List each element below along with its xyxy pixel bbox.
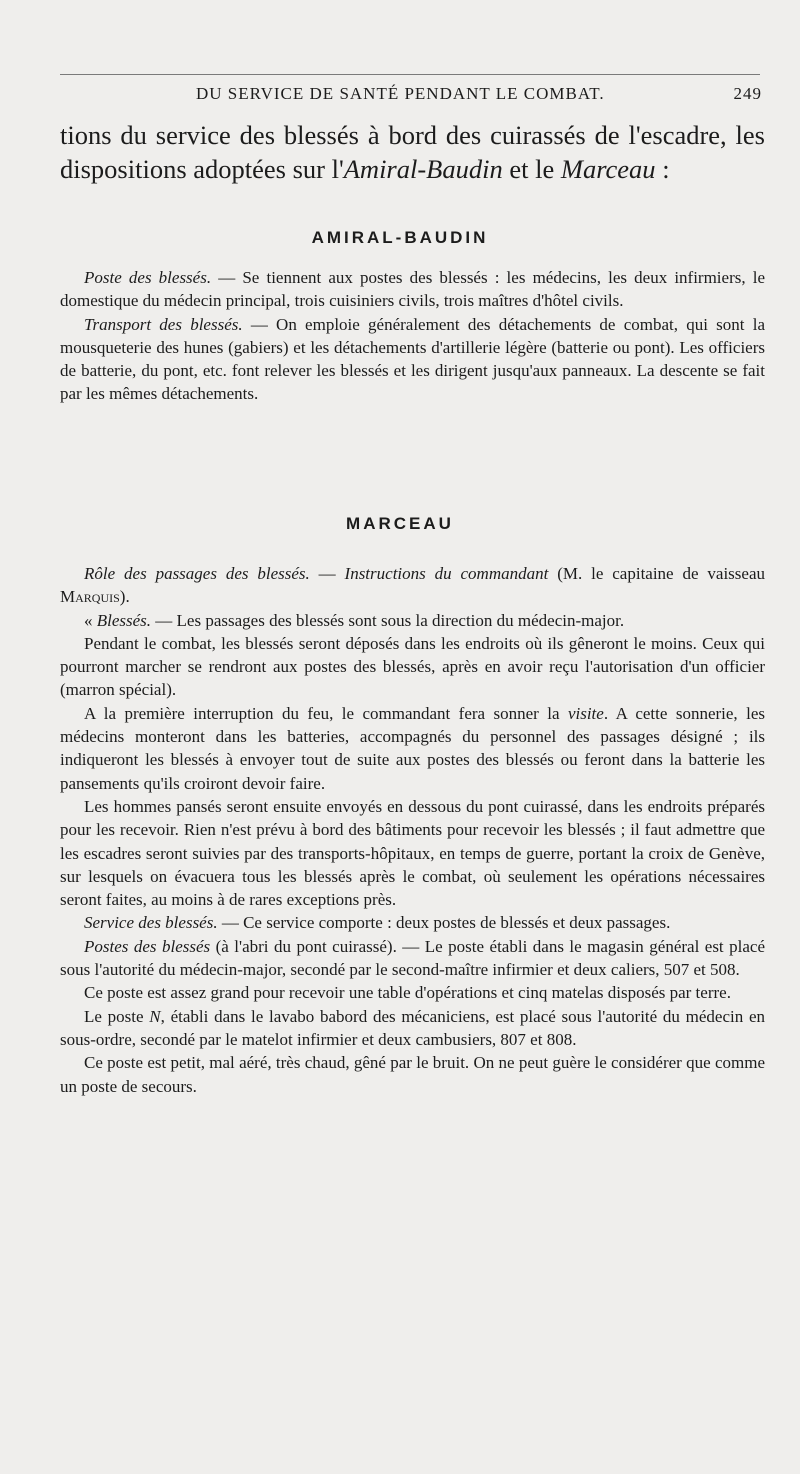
section-amiral-baudin [60,266,765,406]
intro-paragraph [60,118,765,186]
paragraph [60,266,765,313]
paragraph-text: Pendant le combat, les blessés seront déposés dans les endroits où ils gêneront le moins. Ceux qui pourront marcher se rendront aux postes des blessés, après en avoir reçu l'autorisation d'un officier (marron spécial). [60,633,765,700]
paragraph [60,981,765,1004]
paragraph-text: , établi dans le lavabo babord des mécaniciens, est placé sous l'autorité du médecin en sous-ordre, secondé par le matelot infirmier et deux cambusiers, 807 et 808. [60,1006,765,1049]
paragraph-text: — On emploie généralement des détachements de combat, qui sont la mousqueterie des hunes (gabiers) et les détachements d'artillerie légère (batterie ou pont). Les officiers de batterie, du pont, etc. font relever les blessés et les dirigent jusqu'aux panneaux. La descente se fait par les mêmes détachements. [60,314,765,404]
section-marceau [60,562,765,1098]
paragraph-text: A la première interruption du feu, le commandant fera sonner la [84,703,568,723]
section-heading: MARCEAU [346,514,454,533]
intro-text: et le [502,154,561,184]
paragraph-label: Postes des blessés [84,936,211,956]
paragraph-text: (M. le capitaine de vaisseau [548,564,765,583]
intro-text: tions du service des blessés à bord des cuirassés de l'escadre, les dispositions adoptées sur l' [60,120,765,184]
paragraph [60,609,765,632]
paragraph-text: — Se tiennent aux postes des blessés : les médecins, les deux infirmiers, le domestique du médecin principal, trois cuisiniers civils, trois maîtres d'hôtel civils. [60,268,765,311]
paragraph [60,1051,765,1098]
paragraph [60,911,765,934]
paragraph-text: Ce poste est assez grand pour recevoir une table d'opérations et cinq matelas disposés par terre. [84,983,731,1003]
paragraph-text: (à l'abri du pont cuirassé). — Le poste établi dans le magasin général est placé sous l'autorité du médecin-major, secondé par le second-maître infirmier et deux caliers, 507 et 508. [60,936,765,980]
paragraph [60,562,765,609]
paragraph [60,795,765,911]
paragraph-text: — Les passages des blessés sont sous la direction du médecin-major. [151,610,625,630]
ship-name: Amiral-Baudin [343,154,503,184]
paragraph [60,1005,765,1052]
person-name: Marquis [60,587,120,607]
paragraph [60,632,765,702]
quote-mark: « [84,610,97,630]
paragraph-text: Le poste [84,1006,150,1026]
intro-text: : [655,154,670,184]
header-rule [60,74,760,75]
paragraph-label: Poste des blessés. [84,268,212,287]
running-head [196,84,762,104]
running-title: DU SERVICE DE SANTÉ PENDANT LE COMBAT. [196,84,605,103]
paragraph [60,935,765,982]
paragraph-label: visite [567,703,604,723]
paragraph [60,313,765,406]
paragraph-text: ). [119,587,130,607]
page-number: 249 [733,84,762,103]
paragraph-label: Instructions du commandant [344,564,549,583]
paragraph [60,702,765,795]
paragraph-label: Blessés. [96,610,152,630]
paragraph-label: Service des blessés. [84,913,218,933]
paragraph-text: . A cette sonnerie, les médecins monteront dans les batteries, accompagnés du personnel des passages désigné ; ils indiqueront les blessés à envoyer tout de suite aux postes des blessés ou feront dans la batterie les pansements qu'ils croiront devoir faire. [60,703,765,793]
paragraph-text: — Ce service comporte : deux postes de blessés et deux passages. [217,913,671,933]
ship-name: Marceau [560,154,656,184]
paragraph-text: Ce poste est petit, mal aéré, très chaud, gêné par le bruit. On ne peut guère le considérer que comme un poste de secours. [60,1053,765,1096]
paragraph-text: — [309,564,345,583]
paragraph-label: Rôle des passages des blessés. [84,564,310,583]
section-heading: AMIRAL-BAUDIN [311,228,489,247]
paragraph-text: Les hommes pansés seront ensuite envoyés en dessous du pont cuirassé, dans les endroits préparés pour les recevoir. Rien n'est prévu à bord des bâtiments pour recevoir les blessés ; il faut admettre que les escadres seront suivies par des transports-hôpitaux, en temps de guerre, portant la croix de Genève, sur lesquels on évacuera tous les blessés après le combat, où seulement les opérations nécessaires seront faites, au moins à de rares exceptions près. [60,796,765,910]
paragraph-label: N [149,1006,161,1026]
paragraph-label: Transport des blessés. [84,314,243,334]
